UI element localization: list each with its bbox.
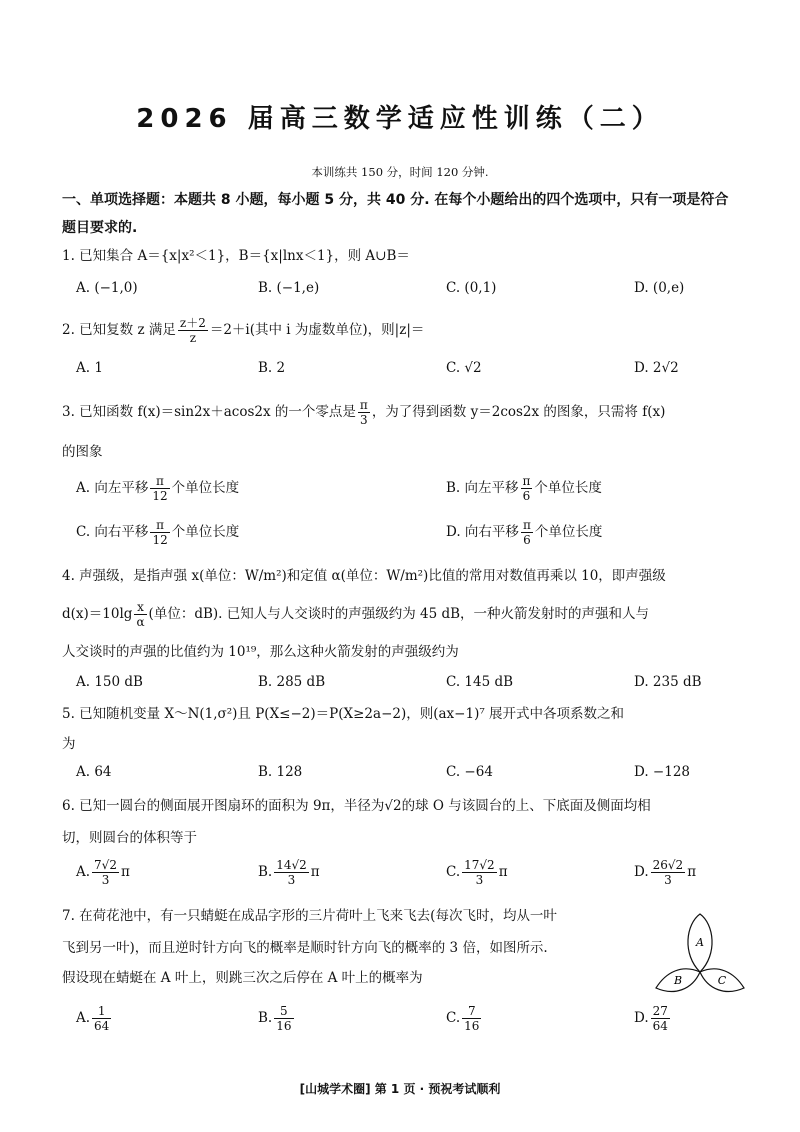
q3-option-c[interactable]	[76, 518, 239, 547]
q4-fraction-num: x	[134, 600, 146, 615]
q6-option-c[interactable]	[446, 858, 508, 887]
q7-option-a[interactable]	[76, 1004, 113, 1033]
q2-fraction-den: z	[189, 331, 197, 345]
q3-b-fraction	[521, 474, 533, 503]
q4-line-3: 人交谈时的声强的比值约为 10¹⁹，那么这种火箭发射的声强级约为	[62, 644, 459, 660]
q7-b-den: 16	[276, 1019, 292, 1033]
q7-c-pre: C.	[446, 1010, 461, 1026]
q2-fraction	[178, 316, 208, 345]
q6-d-pi: π	[687, 864, 697, 880]
q6-d-fraction	[651, 858, 686, 887]
q3-option-b[interactable]	[446, 474, 602, 503]
q3-b-den: 6	[522, 489, 531, 503]
q2-option-b[interactable]: B. 2	[258, 360, 286, 376]
q3-line-2: 的图象	[62, 444, 103, 460]
section-heading: 一、单项选择题：本题共 8 小题，每小题 5 分，共 40 分. 在每个小题给出的四个选项中，只有一项是符合题目要求的.	[62, 192, 729, 236]
q6-b-num: 14√2	[276, 858, 307, 872]
question-2-stem	[62, 316, 752, 345]
q2-text-1: 2. 已知复数 z 满足	[62, 322, 176, 338]
q2-option-a[interactable]: A. 1	[76, 360, 103, 376]
q3-c-pre: C. 向右平移	[76, 524, 149, 540]
q6-a-pre: A.	[76, 864, 91, 880]
q6-c-den: 3	[475, 873, 484, 887]
q7-line-3: 假设现在蜻蜓在 A 叶上，则跳三次之后停在 A 叶上的概率为	[62, 970, 423, 986]
q6-option-b[interactable]	[258, 858, 320, 887]
q6-c-pre: C.	[446, 864, 461, 880]
q4-formula: d(x)＝10lg	[62, 606, 133, 622]
q6-option-d[interactable]	[634, 858, 696, 887]
question-3-stem	[62, 398, 752, 427]
leaf-a-label: A	[696, 936, 704, 949]
q2-fraction-num: z＋2	[179, 316, 206, 330]
q5-line-2: 为	[62, 736, 76, 752]
q7-d-num: 27	[652, 1004, 668, 1018]
q7-a-den: 64	[94, 1019, 110, 1033]
q3-c-fraction	[150, 518, 169, 547]
q6-c-fraction	[462, 858, 497, 887]
q7-line-1: 7. 在荷花池中，有一只蜻蜓在成品字形的三片荷叶上飞来飞去(每次飞时，均从一叶	[62, 908, 557, 924]
q2-option-c[interactable]: C. √2	[446, 360, 482, 376]
q3-text-2: ，为了得到函数 y＝2cos2x 的图象，只需将 f(x)	[371, 404, 666, 420]
q1-option-c[interactable]: C. (0,1)	[446, 280, 497, 296]
q4-option-b[interactable]: B. 285 dB	[258, 674, 326, 690]
q6-d-num: 26√2	[652, 858, 684, 872]
q4-line-1: 4. 声强级，是指声强 x(单位：W/m²)和定值 α(单位：W/m²)比值的常用对数值再乘以 10，即声强级	[62, 568, 666, 584]
q5-option-a[interactable]: A. 64	[76, 764, 112, 780]
q7-c-num: 7	[462, 1004, 481, 1019]
q3-a-post: 个单位长度	[171, 480, 240, 496]
question-1-stem: 1. 已知集合 A＝{x|x²＜1}，B＝{x|lnx＜1}，则 A∪B＝	[62, 248, 410, 264]
q6-b-pre: B.	[258, 864, 273, 880]
q4-text-2: (单位：dB). 已知人与人交谈时的声强级约为 45 dB，一种火箭发射时的声强和人与	[148, 606, 650, 622]
q7-a-fraction	[92, 1004, 111, 1033]
q3-a-num: π	[150, 474, 169, 489]
exam-title: 2026 届高三数学适应性训练（二）	[136, 104, 664, 134]
q5-line-1: 5. 已知随机变量 X～N(1,σ²)且 P(X≤−2)＝P(X≥2a−2)，则(ax−1)⁷ 展开式中各项系数之和	[62, 706, 625, 722]
leaf-b-label: B	[673, 974, 683, 987]
q3-d-pre: D. 向右平移	[446, 524, 519, 540]
q6-option-a[interactable]	[76, 858, 130, 887]
q4-option-c[interactable]: C. 145 dB	[446, 674, 514, 690]
q7-c-den: 16	[464, 1019, 480, 1033]
q3-b-num: π	[522, 474, 531, 488]
q7-line-2: 飞到另一叶)，而且逆时针方向飞的概率是顺时针方向飞的概率的 3 倍，如图所示.	[62, 940, 548, 956]
q3-option-a[interactable]	[76, 474, 239, 503]
q4-option-d[interactable]: D. 235 dB	[634, 674, 702, 690]
q6-a-num: 7√2	[94, 858, 117, 872]
q6-c-num: 17√2	[464, 858, 495, 872]
q3-fraction	[358, 398, 370, 427]
q3-d-num: π	[522, 518, 531, 532]
q1-option-a[interactable]: A. (−1,0)	[76, 280, 138, 296]
q4-fraction-den: α	[136, 615, 145, 629]
q3-a-pre: A. 向左平移	[76, 480, 149, 496]
page-footer: [山城学术圈] 第 1 页 · 预祝考试顺利	[299, 1082, 501, 1096]
q3-d-post: 个单位长度	[534, 524, 603, 540]
q3-fraction-num: π	[359, 398, 368, 412]
q3-d-den: 6	[523, 533, 531, 547]
q3-c-num: π	[150, 518, 169, 533]
q3-b-pre: B. 向左平移	[446, 480, 519, 496]
q6-a-fraction	[92, 858, 119, 887]
q3-c-post: 个单位长度	[171, 524, 240, 540]
q7-b-num: 5	[274, 1004, 293, 1019]
q4-line-2	[62, 600, 752, 629]
q7-d-pre: D.	[634, 1010, 649, 1026]
q7-b-fraction	[274, 1004, 293, 1033]
q6-b-fraction	[274, 858, 309, 887]
q3-d-fraction	[521, 518, 533, 547]
q6-d-pre: D.	[634, 864, 649, 880]
q5-option-c[interactable]: C. −64	[446, 764, 493, 780]
q7-d-fraction	[651, 1004, 670, 1033]
q6-c-pi: π	[498, 864, 508, 880]
q6-line-2: 切，则圆台的体积等于	[62, 830, 197, 846]
q3-b-post: 个单位长度	[534, 480, 602, 496]
q2-option-d[interactable]: D. 2√2	[634, 360, 679, 376]
q1-option-d[interactable]: D. (0,e)	[634, 280, 685, 296]
leaf-c-label: C	[717, 974, 727, 987]
q6-a-den: 3	[101, 873, 110, 887]
q1-option-b[interactable]: B. (−1,e)	[258, 280, 320, 296]
q7-c-fraction	[462, 1004, 481, 1033]
q3-a-den: 12	[152, 489, 168, 503]
q7-option-d[interactable]	[634, 1004, 672, 1033]
q6-line-1: 6. 已知一圆台的侧面展开图扇环的面积为 9π，半径为√2的球 O 与该圆台的上、下底面及侧面均相	[62, 798, 651, 814]
q3-a-fraction	[150, 474, 169, 503]
q6-d-den: 3	[664, 873, 672, 887]
q2-text-2: ＝2＋i(其中 i 为虚数单位)，则|z|＝	[209, 322, 425, 338]
q3-fraction-den: 3	[360, 413, 368, 427]
q4-fraction	[134, 600, 146, 629]
q5-option-d[interactable]: D. −128	[634, 764, 691, 780]
q3-option-d[interactable]	[446, 518, 602, 547]
q7-a-pre: A.	[76, 1010, 91, 1026]
q7-option-b[interactable]	[258, 1004, 296, 1033]
q6-a-pi: π	[120, 864, 130, 880]
q5-option-b[interactable]: B. 128	[258, 764, 303, 780]
lotus-leaves-figure	[652, 910, 748, 996]
q7-a-num: 1	[92, 1004, 111, 1019]
q3-text-1: 3. 已知函数 f(x)＝sin2x＋acos2x 的一个零点是	[62, 404, 356, 420]
q6-b-den: 3	[287, 873, 296, 887]
q7-b-pre: B.	[258, 1010, 273, 1026]
q7-option-c[interactable]	[446, 1004, 483, 1033]
q7-d-den: 64	[652, 1019, 668, 1033]
q6-b-pi: π	[310, 864, 320, 880]
q3-c-den: 12	[152, 533, 168, 547]
q4-option-a[interactable]: A. 150 dB	[76, 674, 143, 690]
exam-subtitle: 本训练共 150 分，时间 120 分钟.	[311, 165, 489, 179]
